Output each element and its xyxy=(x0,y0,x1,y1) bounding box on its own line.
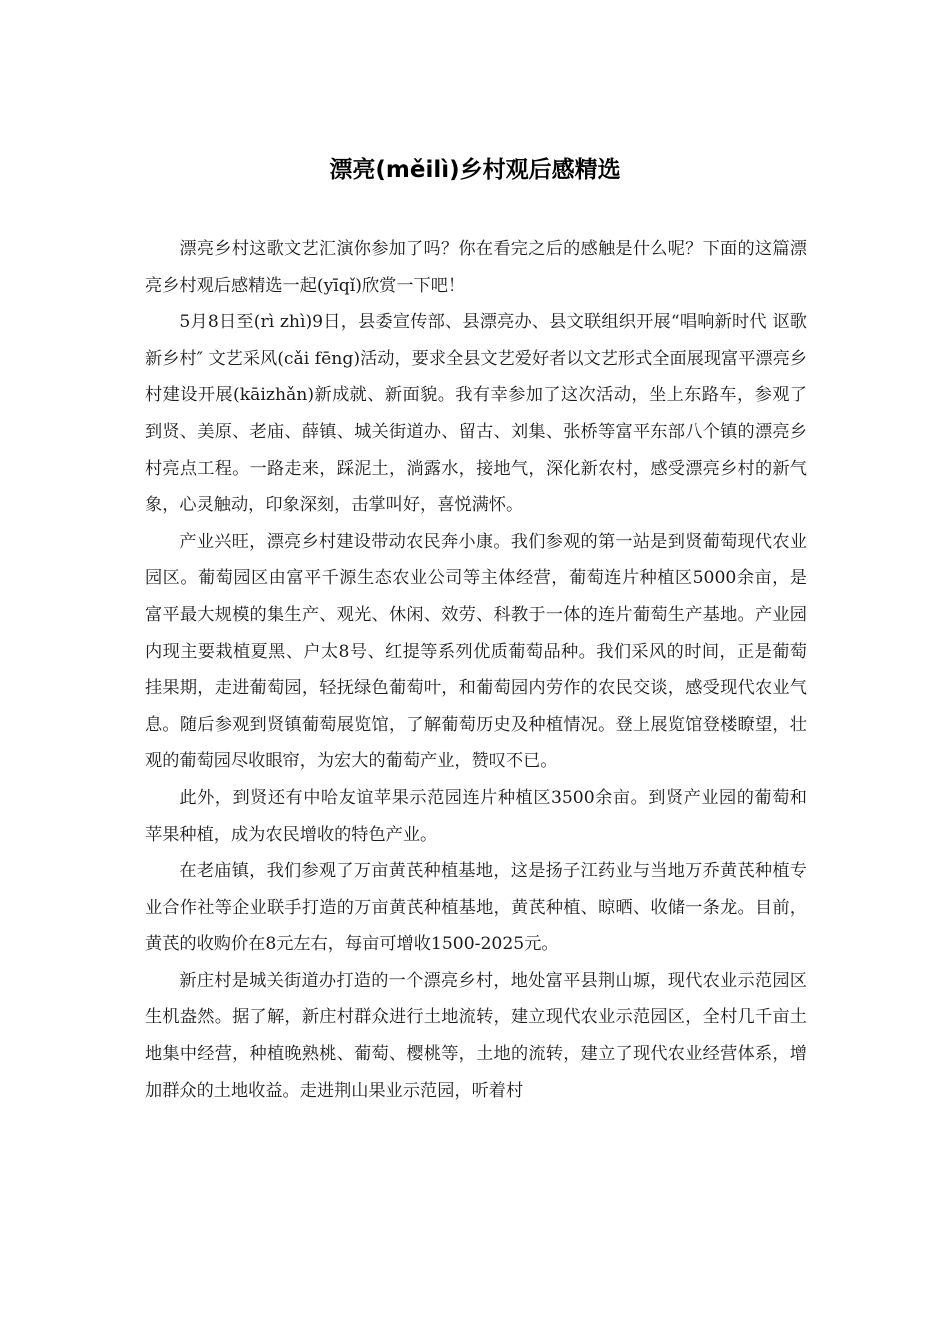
paragraph-astragalus-base: 在老庙镇，我们参观了万亩黄芪种植基地，这是扬子江药业与当地万乔黄芪种植专业合作社等企业联手打造的万亩黄芪种植基地，黄芪种植、晾晒、收储一条龙。目前，黄芪的收购价在8元左右，每亩可增收1500-2025元。 xyxy=(145,861,807,955)
document-body xyxy=(145,231,807,1109)
paragraph-apple-orchard: 此外，到贤还有中哈友谊苹果示范园连片种植区3500余亩。到贤产业园的葡萄和苹果种植，成为农民增收的特色产业。 xyxy=(145,787,807,845)
document-title: 漂亮(měilì)乡村观后感精选 xyxy=(329,157,621,183)
paragraph-xinzhuang-village: 新庄村是城关街道办打造的一个漂亮乡村，地处富平县荆山塬，现代农业示范园区生机盎然。据了解，新庄村群众进行土地流转，建立现代农业示范园区，全村几千亩土地集中经营，种植晚熟桃、葡萄、樱桃等，土地的流转，建立了现代农业经营体系，增加群众的土地收益。走进荆山果业示范园，听着村 xyxy=(145,970,807,1101)
paragraph-intro: 漂亮乡村这歌文艺汇演你参加了吗？你在看完之后的感触是什么呢？下面的这篇漂亮乡村观后感精选一起(yīqǐ)欣赏一下吧！ xyxy=(145,239,807,296)
paragraph-event: 5月8日至(rì zhì)9日，县委宣传部、县漂亮办、县文联组织开展“唱响新时代 讴歌新乡村″ 文艺采风(cǎi fēng)活动，要求全县文艺爱好者以文艺形式全面展现富平漂亮乡村建设开展(kāizhǎn)新成就、新面貌。我有幸参加了这次活动，坐上东路车，参观了到贤、美原、老庙、薛镇、城关街道办、留古、刘集、张桥等富平东部八个镇的漂亮乡村亮点工程。一路走来，踩泥土，淌露水，接地气，深化新农村，感受漂亮乡村的新气象，心灵触动，印象深刻，击掌叫好，喜悦满怀。 xyxy=(145,312,807,516)
paragraph-grape-park: 产业兴旺，漂亮乡村建设带动农民奔小康。我们参观的第一站是到贤葡萄现代农业园区。葡萄园区由富平千源生态农业公司等主体经营，葡萄连片种植区5000余亩，是富平最大规模的集生产、观光、休闲、效劳、科教于一体的连片葡萄生产基地。产业园内现主要栽植夏黑、户太8号、红提等系列优质葡萄品种。我们采风的时间，正是葡萄挂果期，走进葡萄园，轻抚绿色葡萄叶，和葡萄园内劳作的农民交谈，感受现代农业气息。随后参观到贤镇葡萄展览馆，了解葡萄历史及种植情况。登上展览馆登楼瞭望，壮观的葡萄园尽收眼帘，为宏大的葡萄产业，赞叹不已。 xyxy=(145,531,807,772)
